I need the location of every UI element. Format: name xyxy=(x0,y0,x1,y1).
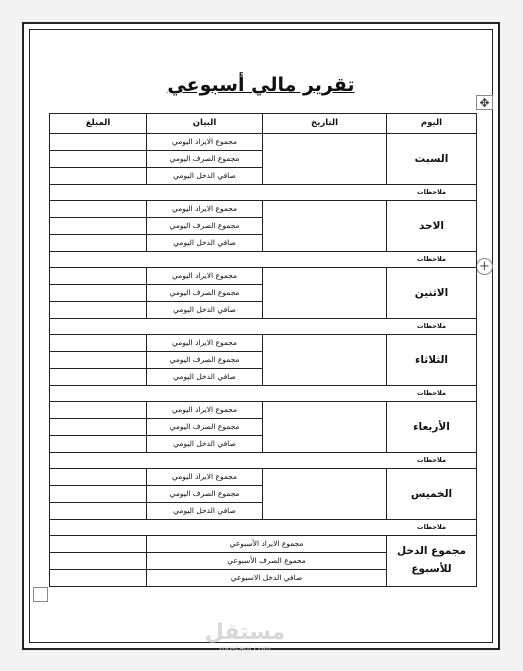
weekly-description-cell: صافي الدخل الاسبوعي xyxy=(147,570,387,587)
notes-row xyxy=(50,520,477,536)
amount-cell[interactable] xyxy=(50,302,147,319)
weekly-amount-cell[interactable] xyxy=(50,570,147,587)
table-resize-handle[interactable] xyxy=(33,587,48,602)
notes-cell[interactable]: ملاحظات xyxy=(50,252,477,268)
table-move-handle-icon[interactable]: ✥ xyxy=(476,95,493,110)
amount-cell[interactable] xyxy=(50,201,147,218)
watermark-logo-text: مستقل xyxy=(204,620,286,645)
notes-cell[interactable]: ملاحظات xyxy=(50,453,477,469)
table-row xyxy=(50,201,477,218)
amount-cell[interactable] xyxy=(50,335,147,352)
description-cell: مجموع الصرف اليومي xyxy=(147,419,263,436)
description-cell: مجموع الصرف اليومي xyxy=(147,285,263,302)
weekly-description-cell: مجموع الايراد الأسبوعي xyxy=(147,536,387,553)
description-cell: مجموع الصرف اليومي xyxy=(147,352,263,369)
description-cell: صافي الدخل اليومي xyxy=(147,168,263,185)
weekly-label-line2: للأسبوع xyxy=(411,563,452,575)
amount-cell[interactable] xyxy=(50,235,147,252)
insert-row-icon[interactable]: + xyxy=(476,258,493,275)
table-header-row xyxy=(50,114,477,134)
table-row xyxy=(50,268,477,285)
description-cell: مجموع الصرف اليومي xyxy=(147,486,263,503)
amount-cell[interactable] xyxy=(50,168,147,185)
description-cell: صافي الدخل اليومي xyxy=(147,503,263,520)
amount-cell[interactable] xyxy=(50,419,147,436)
weekly-label-line1: مجموع الدخل xyxy=(396,545,467,558)
date-cell[interactable] xyxy=(263,201,387,252)
amount-cell[interactable] xyxy=(50,151,147,168)
notes-cell[interactable]: ملاحظات xyxy=(50,386,477,402)
description-cell: صافي الدخل اليومي xyxy=(147,436,263,453)
description-cell: مجموع الايراد اليومي xyxy=(147,268,263,285)
amount-cell[interactable] xyxy=(50,436,147,453)
amount-cell[interactable] xyxy=(50,486,147,503)
table-row xyxy=(50,335,477,352)
header-day: اليوم xyxy=(387,114,477,134)
weekly-amount-cell[interactable] xyxy=(50,536,147,553)
watermark-url: mostaql.com xyxy=(219,644,271,653)
amount-cell[interactable] xyxy=(50,285,147,302)
date-cell[interactable] xyxy=(263,469,387,520)
description-cell: مجموع الصرف اليومي xyxy=(147,151,263,168)
day-name-cell: الخميس xyxy=(387,469,477,520)
amount-cell[interactable] xyxy=(50,402,147,419)
description-cell: مجموع الايراد اليومي xyxy=(147,201,263,218)
amount-cell[interactable] xyxy=(50,369,147,386)
notes-row xyxy=(50,252,477,268)
description-cell: مجموع الايراد اليومي xyxy=(147,469,263,486)
table-row xyxy=(50,134,477,151)
notes-cell[interactable]: ملاحظات xyxy=(50,185,477,201)
amount-cell[interactable] xyxy=(50,218,147,235)
description-cell: مجموع الايراد اليومي xyxy=(147,134,263,151)
notes-row xyxy=(50,453,477,469)
header-description: البيان xyxy=(147,114,263,134)
description-cell: صافي الدخل اليومي xyxy=(147,302,263,319)
amount-cell[interactable] xyxy=(50,268,147,285)
notes-row xyxy=(50,185,477,201)
description-cell: مجموع الصرف اليومي xyxy=(147,218,263,235)
header-date: التاريخ xyxy=(263,114,387,134)
day-name-cell: الاحد xyxy=(387,201,477,252)
day-name-cell: السبت xyxy=(387,134,477,185)
weekly-row xyxy=(50,536,477,553)
header-amount: المبلغ xyxy=(50,114,147,134)
weekly-total-label-cell xyxy=(387,536,477,587)
date-cell[interactable] xyxy=(263,335,387,386)
amount-cell[interactable] xyxy=(50,469,147,486)
date-cell[interactable] xyxy=(263,134,387,185)
description-cell: مجموع الايراد اليومي xyxy=(147,335,263,352)
notes-row xyxy=(50,319,477,335)
day-name-cell: الأربعاء xyxy=(387,402,477,453)
weekly-description-cell: مجموع الصرف الأسبوعي xyxy=(147,553,387,570)
notes-row xyxy=(50,386,477,402)
day-name-cell: الثلاثاء xyxy=(387,335,477,386)
notes-cell[interactable]: ملاحظات xyxy=(50,520,477,536)
amount-cell[interactable] xyxy=(50,503,147,520)
description-cell: صافي الدخل اليومي xyxy=(147,235,263,252)
amount-cell[interactable] xyxy=(50,134,147,151)
day-name-cell: الاثنين xyxy=(387,268,477,319)
weekly-amount-cell[interactable] xyxy=(50,553,147,570)
report-title: تقرير مالي أسبوعي xyxy=(167,74,355,96)
table-row xyxy=(50,402,477,419)
amount-cell[interactable] xyxy=(50,352,147,369)
description-cell: صافي الدخل اليومي xyxy=(147,369,263,386)
date-cell[interactable] xyxy=(263,268,387,319)
date-cell[interactable] xyxy=(263,402,387,453)
weekly-report-table xyxy=(49,113,477,587)
description-cell: مجموع الايراد اليومي xyxy=(147,402,263,419)
notes-cell[interactable]: ملاحظات xyxy=(50,319,477,335)
table-row xyxy=(50,469,477,486)
watermark-logo xyxy=(190,622,300,653)
